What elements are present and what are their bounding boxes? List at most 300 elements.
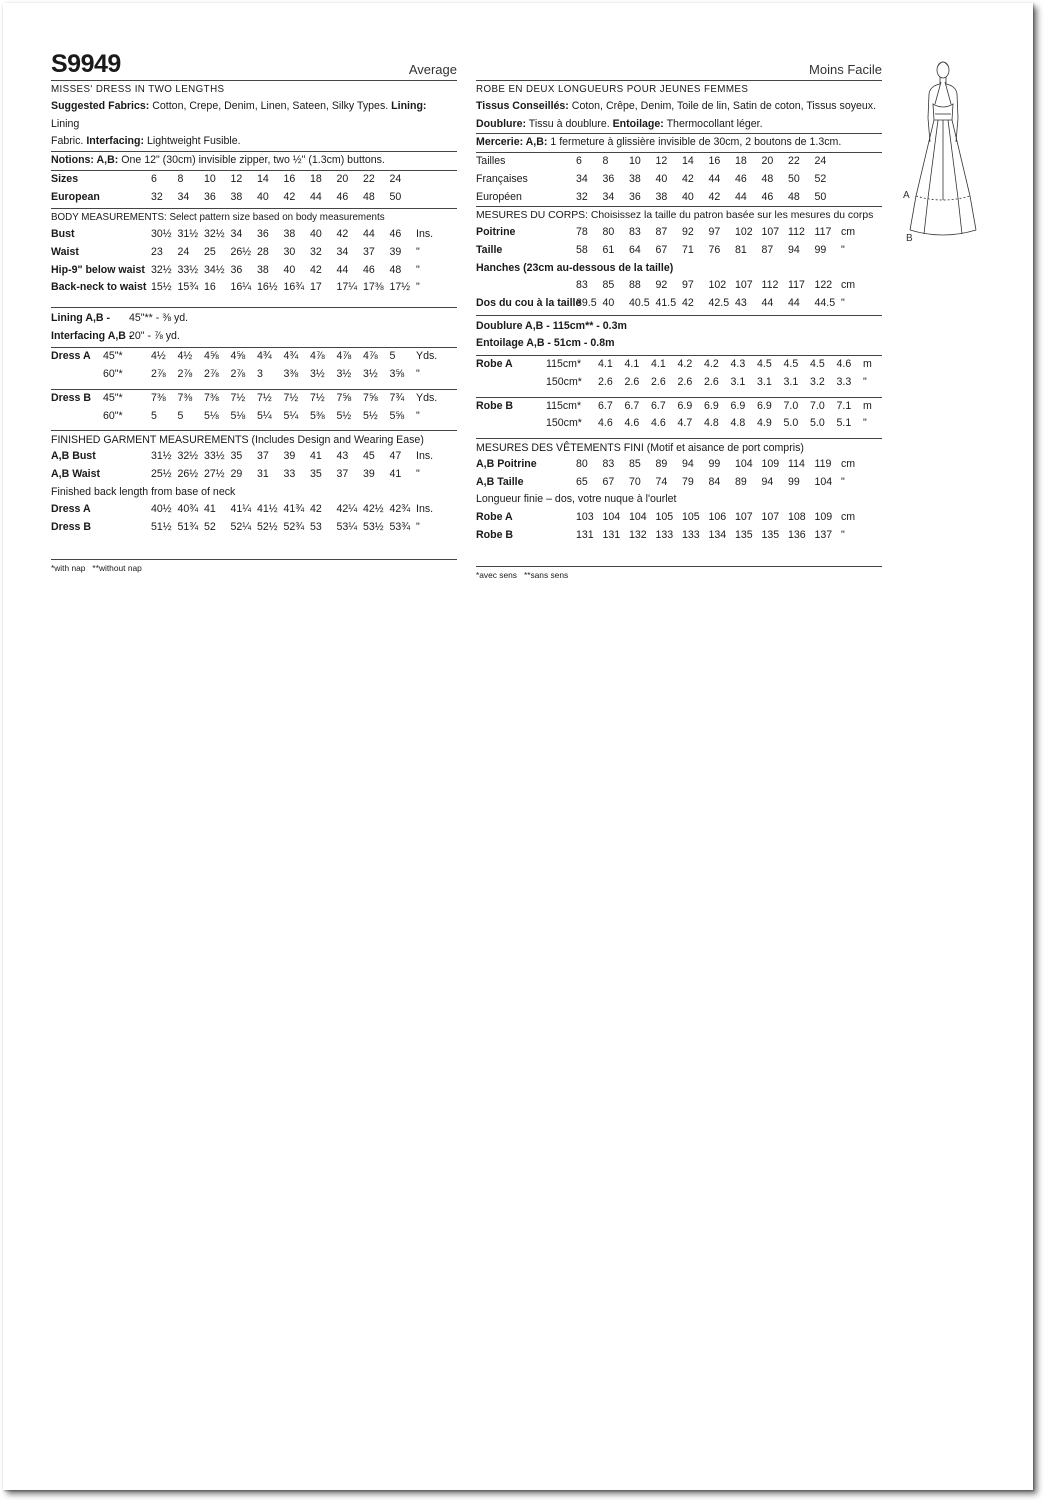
value-cell: 46 <box>735 172 747 185</box>
value-cell: 4.6 <box>651 417 666 430</box>
value-cell: 6.7 <box>598 399 613 412</box>
back-length-table-fr <box>476 509 882 544</box>
unit-cell: " <box>841 475 845 488</box>
value-cell: 43 <box>735 297 747 310</box>
yardage-group <box>51 390 457 431</box>
value-cell: 17⅜ <box>363 281 384 294</box>
value-cell: 87 <box>761 243 774 256</box>
value-cell: 44 <box>788 297 800 310</box>
value-cell: 2⅞ <box>230 368 246 381</box>
unit-cell <box>841 171 868 189</box>
value-cell: 31 <box>257 467 269 480</box>
value-cell: 42 <box>682 172 694 185</box>
value-cell: 102 <box>735 226 753 239</box>
value-cell: 42 <box>283 190 296 203</box>
value-cell: 32½ <box>177 450 199 463</box>
value-cell: 107 <box>761 511 780 524</box>
value-cell: 42¾ <box>389 503 411 516</box>
pattern-code: S9949 <box>51 50 121 78</box>
value-cell: 6.9 <box>677 399 693 412</box>
value-cell: 102 <box>708 279 727 292</box>
value-cell: 4.5 <box>783 358 799 371</box>
sizes-table <box>51 171 457 206</box>
fabric-width: 45"* <box>103 350 123 363</box>
value-cell: 5⅝ <box>389 409 405 422</box>
value-cell: 52¾ <box>283 521 305 534</box>
value-cell: 44 <box>761 297 774 310</box>
value-cell: 94 <box>682 457 694 470</box>
value-cell: 30 <box>283 245 296 258</box>
value-cell: 14 <box>682 155 694 168</box>
value-cell: 7.0 <box>810 399 825 412</box>
value-cell: 117 <box>788 279 805 292</box>
back-length-title-fr: Longueur finie – dos, votre nuque à l'ourlet <box>476 493 677 506</box>
value-cell: 8 <box>177 172 184 185</box>
value-cell: 40 <box>602 297 615 310</box>
unit-cell: cm <box>841 226 856 239</box>
value-cell: 26½ <box>230 245 252 258</box>
value-cell: 109 <box>761 457 780 470</box>
value-cell: 6 <box>576 155 582 168</box>
value-cell: 36 <box>230 263 243 276</box>
value-cell: 10 <box>204 172 216 185</box>
unit-cell: " <box>863 417 867 430</box>
value-cell: 48 <box>788 190 800 203</box>
value-cell: 4.7 <box>677 417 693 430</box>
value-cell: 27½ <box>204 467 225 480</box>
value-cell: 44 <box>708 172 721 185</box>
finished-measurements-table-fr <box>476 456 882 491</box>
value-cell: 67 <box>655 243 668 256</box>
value-cell: 18 <box>310 172 322 185</box>
row-label: Robe B <box>476 528 514 541</box>
value-cell: 41 <box>389 467 402 480</box>
value-cell: 25 <box>204 245 216 258</box>
fabric-width: 115cm* <box>546 399 582 412</box>
value-cell: 5⅛ <box>230 409 246 422</box>
yardage-group <box>476 398 882 439</box>
value-cell: 46 <box>389 228 402 241</box>
value-cell: 16 <box>708 155 721 168</box>
value-cell: 4.5 <box>757 358 772 371</box>
value-cell: 7½ <box>283 391 299 404</box>
value-cell: 38 <box>629 172 641 185</box>
value-cell: 5.0 <box>810 417 825 430</box>
footnote: *with nap **without nap <box>51 562 142 573</box>
value-cell: 51¾ <box>177 521 199 534</box>
value-cell: 7.1 <box>836 399 852 412</box>
value-cell: 35 <box>310 467 322 480</box>
body-measurements-title: BODY MEASUREMENTS: Select pattern size based on body measurements <box>51 212 385 224</box>
value-cell: 20 <box>761 155 774 168</box>
value-cell: 43 <box>336 450 349 463</box>
value-cell: 36 <box>257 228 269 241</box>
value-cell: 4¾ <box>283 350 299 363</box>
value-cell: 51½ <box>151 521 172 534</box>
value-cell: 108 <box>788 511 806 524</box>
value-cell: 48 <box>761 172 774 185</box>
value-cell: 133 <box>655 528 674 541</box>
value-cell: 3.2 <box>810 375 825 388</box>
value-cell: 7½ <box>230 391 246 404</box>
value-cell: 3.1 <box>783 375 799 388</box>
value-cell: 5 <box>389 350 396 363</box>
value-cell: 133 <box>682 528 700 541</box>
value-cell: 36 <box>602 172 615 185</box>
value-cell: 24 <box>177 245 190 258</box>
value-cell: 2.6 <box>677 375 693 388</box>
value-cell: 34 <box>177 190 190 203</box>
value-cell: 42¼ <box>336 503 358 516</box>
value-cell: 104 <box>814 475 833 488</box>
value-cell: 32 <box>576 190 588 203</box>
value-cell: 107 <box>735 511 753 524</box>
unit-cell: Ins. <box>416 228 434 241</box>
value-cell: 114 <box>788 457 805 470</box>
value-cell: 131 <box>602 528 621 541</box>
value-cell: 41.5 <box>655 297 677 310</box>
row-label <box>476 277 576 295</box>
fabrics-text: Suggested Fabrics: Cotton, Crepe, Denim, Linen, Sateen, Silky Types. Lining: Lining Fabric. Interfacing: Lightweight Fusible. <box>51 100 427 148</box>
value-cell: 135 <box>761 528 780 541</box>
value-cell: 15¾ <box>177 281 199 294</box>
value-cell: 38 <box>230 190 243 203</box>
value-cell: 32 <box>310 245 322 258</box>
value-cell: 4⅞ <box>310 350 325 363</box>
value-cell: 135 <box>735 528 753 541</box>
value-cell: 42 <box>708 190 721 203</box>
value-cell: 4⅞ <box>336 350 352 363</box>
value-cell: 65 <box>576 475 588 488</box>
value-cell: 3½ <box>363 368 378 381</box>
value-cell: 2.6 <box>704 375 719 388</box>
value-cell: 80 <box>602 226 615 239</box>
value-cell: 39.5 <box>576 297 597 310</box>
value-cell: 45 <box>363 450 375 463</box>
value-cell: 44 <box>363 228 375 241</box>
value-cell: 29 <box>230 467 243 480</box>
value-cell: 5¼ <box>257 409 272 422</box>
value-cell: 39 <box>283 450 296 463</box>
value-cell: 136 <box>788 528 806 541</box>
value-cell: 3½ <box>310 368 325 381</box>
value-cell: 106 <box>708 511 727 524</box>
unit-cell: " <box>416 521 420 534</box>
value-cell: 46 <box>336 190 349 203</box>
value-cell: 7.0 <box>783 399 799 412</box>
value-cell: 41½ <box>257 503 278 516</box>
value-cell: 40.5 <box>629 297 650 310</box>
value-cell: 42.5 <box>708 297 730 310</box>
unit-cell: m <box>863 358 872 371</box>
unit-cell: " <box>841 243 845 256</box>
value-cell: 3⅝ <box>389 368 405 381</box>
value-cell: 34 <box>336 245 349 258</box>
value-cell: 39 <box>363 467 375 480</box>
fabrics-text-fr: Tissus Conseillés: Coton, Crêpe, Denim, Toile de lin, Satin de coton, Tissus soyeux. Doublure: Tissu à doublure. Entoilage: Thermocollant léger. <box>476 100 877 130</box>
value-cell: 18 <box>735 155 747 168</box>
row-label: Waist <box>51 245 79 258</box>
row-label: Bust <box>51 228 75 241</box>
value-cell: 4.1 <box>651 358 666 371</box>
row-label: Taille <box>476 243 503 256</box>
value-cell: 3 <box>257 368 263 381</box>
row-label: Robe A <box>476 511 513 524</box>
value-cell: 16 <box>283 172 296 185</box>
value-cell: 85 <box>629 457 641 470</box>
hips-label: Hanches (23cm au-dessous de la taille) <box>476 261 674 274</box>
row-label: A,B Poitrine <box>476 457 537 470</box>
value-cell: 7¾ <box>389 391 405 404</box>
value-cell: 2.6 <box>624 375 640 388</box>
value-cell: 41¾ <box>283 503 305 516</box>
row-label: Dos du cou à la taille <box>476 297 582 310</box>
value-cell: 40 <box>310 228 322 241</box>
value-cell: 61 <box>602 243 615 256</box>
value-cell: 104 <box>735 457 753 470</box>
value-cell: 44 <box>310 190 322 203</box>
unit-cell: cm <box>841 511 856 524</box>
value-cell: 4.5 <box>810 358 825 371</box>
unit-cell: " <box>863 375 867 388</box>
value-cell: 109 <box>814 511 833 524</box>
value-cell: 37 <box>363 245 375 258</box>
value-cell: 74 <box>655 475 668 488</box>
difficulty-level: Average <box>408 62 457 77</box>
value-cell: 4.2 <box>704 358 719 371</box>
value-cell: 71 <box>682 243 694 256</box>
unit-cell: cm <box>841 279 856 292</box>
value-cell: 2.6 <box>651 375 666 388</box>
unit-cell <box>416 189 443 207</box>
row-label: Back-neck to waist <box>51 281 147 294</box>
value-cell: 23 <box>151 245 163 258</box>
value-cell: 117 <box>814 226 832 239</box>
value-cell: 4.2 <box>677 358 693 371</box>
unit-cell: " <box>416 467 420 480</box>
value-cell: 79 <box>682 475 694 488</box>
unit-cell: " <box>416 281 420 294</box>
value-cell: 46 <box>761 190 774 203</box>
value-cell: 42 <box>336 228 349 241</box>
value-cell: 40¾ <box>177 503 199 516</box>
value-cell: 2⅞ <box>151 368 166 381</box>
value-cell: 105 <box>655 511 674 524</box>
back-length-table <box>51 501 457 536</box>
value-cell: 94 <box>761 475 774 488</box>
value-cell: 97 <box>682 279 694 292</box>
value-cell: 16½ <box>257 281 278 294</box>
row-label: Françaises <box>476 172 528 185</box>
row-label: Européen <box>476 190 522 203</box>
value-cell: 105 <box>682 511 700 524</box>
value-cell: 34½ <box>204 263 225 276</box>
value-cell: 83 <box>576 279 588 292</box>
value-cell: 15½ <box>151 281 172 294</box>
value-cell: 44.5 <box>814 297 836 310</box>
value-cell: 32½ <box>204 228 225 241</box>
row-label: Dress B <box>51 391 92 404</box>
value-cell: 48 <box>389 263 402 276</box>
value-cell: 41¼ <box>230 503 252 516</box>
value-cell: 38 <box>257 263 269 276</box>
header-row <box>51 48 457 80</box>
value-cell: 103 <box>576 511 594 524</box>
value-cell: 119 <box>814 457 832 470</box>
value-cell: 44 <box>336 263 349 276</box>
row-label: Hip-9" below waist <box>51 263 145 276</box>
value-cell: 40 <box>257 190 269 203</box>
difficulty-level-fr: Moins Facile <box>809 62 882 77</box>
value-cell: 12 <box>655 155 668 168</box>
value-cell: 6.7 <box>624 399 640 412</box>
value-cell: 4½ <box>177 350 193 363</box>
row-label: Poitrine <box>476 226 516 239</box>
row-label: Robe A <box>476 358 513 371</box>
unit-cell <box>416 171 443 189</box>
value-cell: 5.0 <box>783 417 799 430</box>
lining-interfacing-yardage: Lining A,B - 45"** - ⅜ yd. Interfacing A,B - 20" - ⅞ yd. <box>51 312 189 342</box>
value-cell: 39 <box>389 245 402 258</box>
value-cell: 22 <box>788 155 800 168</box>
value-cell: 112 <box>761 279 779 292</box>
value-cell: 83 <box>629 226 641 239</box>
body-measurements-table-fr <box>476 224 882 313</box>
value-cell: 137 <box>814 528 833 541</box>
unit-cell <box>841 153 868 171</box>
value-cell: 31½ <box>177 228 199 241</box>
label-a: A <box>903 190 910 201</box>
fabric-width: 115cm* <box>546 358 582 371</box>
unit-cell: " <box>416 409 420 422</box>
unit-cell: m <box>863 399 872 412</box>
value-cell: 4⅝ <box>204 350 219 363</box>
value-cell: 20 <box>336 172 349 185</box>
value-cell: 5 <box>151 409 157 422</box>
value-cell: 53¾ <box>389 521 411 534</box>
value-cell: 4¾ <box>257 350 272 363</box>
value-cell: 6 <box>151 172 157 185</box>
value-cell: 4½ <box>151 350 166 363</box>
value-cell: 38 <box>283 228 296 241</box>
unit-cell: " <box>416 263 420 276</box>
value-cell: 4⅞ <box>363 350 378 363</box>
dress-metre-tables <box>476 356 882 439</box>
value-cell: 40 <box>283 263 296 276</box>
value-cell: 24 <box>814 155 827 168</box>
value-cell: 30½ <box>151 228 172 241</box>
value-cell: 40½ <box>151 503 172 516</box>
value-cell: 42 <box>682 297 694 310</box>
value-cell: 7⅜ <box>204 391 219 404</box>
value-cell: 32½ <box>151 263 172 276</box>
value-cell: 64 <box>629 243 641 256</box>
unit-cell: Ins. <box>416 450 434 463</box>
value-cell: 7⅜ <box>177 391 193 404</box>
body-measurements-table <box>51 226 457 297</box>
value-cell: 17 <box>310 281 322 294</box>
value-cell: 5.1 <box>836 417 852 430</box>
lining-interfacing-metres: Doublure A,B - 115cm** - 0.3m Entoilage A,B - 51cm - 0.8m <box>476 319 627 350</box>
row-label: A,B Waist <box>51 467 101 480</box>
value-cell: 6.9 <box>757 399 772 412</box>
value-cell: 80 <box>576 457 588 470</box>
value-cell: 92 <box>682 226 694 239</box>
value-cell: 37 <box>336 467 349 480</box>
french-column <box>476 48 882 580</box>
row-label: Sizes <box>51 172 79 185</box>
value-cell: 53 <box>310 521 322 534</box>
value-cell: 4.6 <box>836 358 852 371</box>
value-cell: 78 <box>576 226 588 239</box>
row-label: European <box>51 190 100 203</box>
value-cell: 48 <box>363 190 375 203</box>
value-cell: 89 <box>655 457 668 470</box>
yardage-group <box>476 356 882 397</box>
value-cell: 37 <box>257 450 269 463</box>
value-cell: 7⅝ <box>363 391 378 404</box>
value-cell: 4.8 <box>730 417 746 430</box>
row-label: Robe B <box>476 399 514 412</box>
value-cell: 44 <box>735 190 747 203</box>
row-label: Dress B <box>51 521 92 534</box>
back-length-title: Finished back length from base of neck <box>51 485 236 498</box>
value-cell: 70 <box>629 475 641 488</box>
value-cell: 50 <box>788 172 800 185</box>
label-b: B <box>906 233 913 244</box>
value-cell: 16¼ <box>230 281 252 294</box>
value-cell: 58 <box>576 243 588 256</box>
value-cell: 107 <box>735 279 753 292</box>
notions-text-fr: Mercerie: A,B: 1 fermeture à glissière invisible de 30cm, 2 boutons de 1.3cm. <box>476 136 842 149</box>
value-cell: 134 <box>708 528 727 541</box>
value-cell: 46 <box>363 263 375 276</box>
value-cell: 6.9 <box>730 399 746 412</box>
fabric-width: 60"* <box>103 409 123 422</box>
value-cell: 97 <box>708 226 721 239</box>
value-cell: 5⅛ <box>204 409 219 422</box>
value-cell: 84 <box>708 475 721 488</box>
value-cell: 33½ <box>204 450 225 463</box>
value-cell: 132 <box>629 528 647 541</box>
english-column <box>51 48 457 573</box>
value-cell: 92 <box>655 279 668 292</box>
value-cell: 5 <box>177 409 184 422</box>
value-cell: 6.9 <box>704 399 719 412</box>
value-cell: 41 <box>310 450 322 463</box>
value-cell: 38 <box>655 190 668 203</box>
value-cell: 4.9 <box>757 417 772 430</box>
value-cell: 2.6 <box>598 375 613 388</box>
row-label <box>51 408 103 426</box>
value-cell: 3.1 <box>757 375 772 388</box>
finished-measurements-title-fr: MESURES DES VÊTEMENTS FINI (Motif et aisance de port compris) <box>476 441 804 454</box>
value-cell: 24 <box>389 172 402 185</box>
row-label: A,B Bust <box>51 450 96 463</box>
value-cell: 4⅝ <box>230 350 246 363</box>
unit-cell: " <box>416 245 420 258</box>
value-cell: 4.1 <box>598 358 613 371</box>
dress-back-view-illustration <box>902 58 984 248</box>
pattern-title: MISSES' DRESS IN TWO LENGTHS <box>51 84 225 95</box>
value-cell: 7½ <box>310 391 325 404</box>
value-cell: 5½ <box>336 409 352 422</box>
value-cell: 83 <box>602 457 615 470</box>
value-cell: 67 <box>602 475 615 488</box>
value-cell: 3.3 <box>836 375 852 388</box>
value-cell: 36 <box>204 190 216 203</box>
value-cell: 99 <box>708 457 721 470</box>
